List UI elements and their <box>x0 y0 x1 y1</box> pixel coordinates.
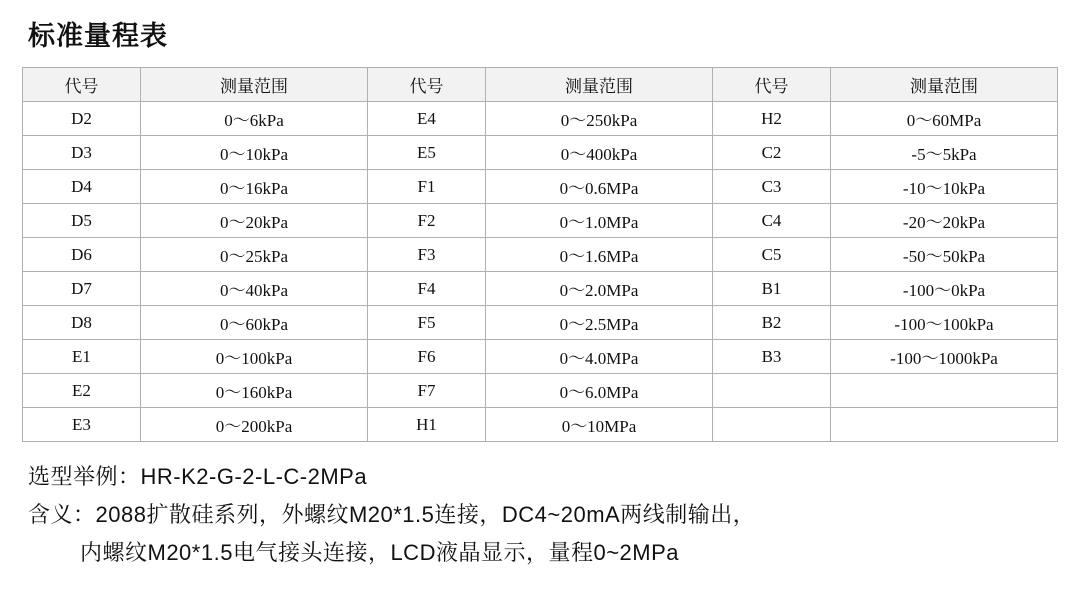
table-row <box>23 408 1058 442</box>
table-body <box>23 102 1058 442</box>
table-row <box>23 306 1058 340</box>
cell-range: 0～16kPa <box>141 170 368 204</box>
cell-range: -20～20kPa <box>831 204 1058 238</box>
cell-code: F7 <box>368 374 486 408</box>
cell-range: 0～60MPa <box>831 102 1058 136</box>
selection-example-line: 选型举例：HR-K2-G-2-L-C-2MPa <box>28 464 368 489</box>
column-header-code-1: 代号 <box>23 68 141 102</box>
cell-range: -50～50kPa <box>831 238 1058 272</box>
meaning-line-1: 含义：2088扩散硅系列，外螺纹M20*1.5连接，DC4~20mA两线制输出， <box>28 502 756 527</box>
table-header-row <box>23 68 1058 102</box>
cell-code: B1 <box>713 272 831 306</box>
cell-code: B2 <box>713 306 831 340</box>
cell-code: D4 <box>23 170 141 204</box>
cell-code-empty <box>713 374 831 408</box>
table-row <box>23 204 1058 238</box>
cell-range: 0～6kPa <box>141 102 368 136</box>
cell-code: C4 <box>713 204 831 238</box>
cell-range: 0～6.0MPa <box>486 374 713 408</box>
cell-code: D6 <box>23 238 141 272</box>
cell-code: C3 <box>713 170 831 204</box>
cell-range: -5～5kPa <box>831 136 1058 170</box>
cell-code: B3 <box>713 340 831 374</box>
standard-range-table <box>22 67 1058 442</box>
table-row <box>23 238 1058 272</box>
cell-range: 0～25kPa <box>141 238 368 272</box>
cell-range: 0～200kPa <box>141 408 368 442</box>
cell-code: F6 <box>368 340 486 374</box>
cell-range: 0～250kPa <box>486 102 713 136</box>
table-row <box>23 340 1058 374</box>
table-row <box>23 136 1058 170</box>
cell-range: 0～10kPa <box>141 136 368 170</box>
cell-range: 0～10MPa <box>486 408 713 442</box>
table-header <box>23 68 1058 102</box>
cell-range: -100～1000kPa <box>831 340 1058 374</box>
column-header-code-2: 代号 <box>368 68 486 102</box>
table-row <box>23 170 1058 204</box>
cell-code: C2 <box>713 136 831 170</box>
cell-range-empty <box>831 408 1058 442</box>
cell-code: D2 <box>23 102 141 136</box>
cell-range: 0～4.0MPa <box>486 340 713 374</box>
cell-code-empty <box>713 408 831 442</box>
cell-range-empty <box>831 374 1058 408</box>
cell-code: F5 <box>368 306 486 340</box>
cell-range: 0～1.0MPa <box>486 204 713 238</box>
table-row <box>23 272 1058 306</box>
cell-range: -100～0kPa <box>831 272 1058 306</box>
cell-range: 0～2.0MPa <box>486 272 713 306</box>
cell-code: D5 <box>23 204 141 238</box>
cell-range: 0～0.6MPa <box>486 170 713 204</box>
cell-code: D8 <box>23 306 141 340</box>
cell-code: F3 <box>368 238 486 272</box>
cell-code: D3 <box>23 136 141 170</box>
column-header-code-3: 代号 <box>713 68 831 102</box>
meaning-line-2: 内螺纹M20*1.5电气接头连接，LCD液晶显示，量程0~2MPa <box>80 540 680 565</box>
cell-code: H2 <box>713 102 831 136</box>
cell-range: 0～60kPa <box>141 306 368 340</box>
cell-code: F4 <box>368 272 486 306</box>
cell-code: E2 <box>23 374 141 408</box>
column-header-range-3: 测量范围 <box>831 68 1058 102</box>
cell-code: E5 <box>368 136 486 170</box>
cell-range: -100～100kPa <box>831 306 1058 340</box>
cell-code: H1 <box>368 408 486 442</box>
table-row <box>23 374 1058 408</box>
column-header-range-1: 测量范围 <box>141 68 368 102</box>
column-header-range-2: 测量范围 <box>486 68 713 102</box>
cell-code: E4 <box>368 102 486 136</box>
page-title: 标准量程表 <box>28 21 168 51</box>
cell-range: 0～160kPa <box>141 374 368 408</box>
cell-range: -10～10kPa <box>831 170 1058 204</box>
cell-range: 0～100kPa <box>141 340 368 374</box>
table-row <box>23 102 1058 136</box>
cell-code: E3 <box>23 408 141 442</box>
cell-range: 0～1.6MPa <box>486 238 713 272</box>
cell-code: D7 <box>23 272 141 306</box>
cell-range: 0～40kPa <box>141 272 368 306</box>
cell-code: C5 <box>713 238 831 272</box>
cell-range: 0～2.5MPa <box>486 306 713 340</box>
cell-code: F2 <box>368 204 486 238</box>
notes-section <box>28 458 1058 572</box>
cell-code: E1 <box>23 340 141 374</box>
cell-code: F1 <box>368 170 486 204</box>
cell-range: 0～20kPa <box>141 204 368 238</box>
cell-range: 0～400kPa <box>486 136 713 170</box>
